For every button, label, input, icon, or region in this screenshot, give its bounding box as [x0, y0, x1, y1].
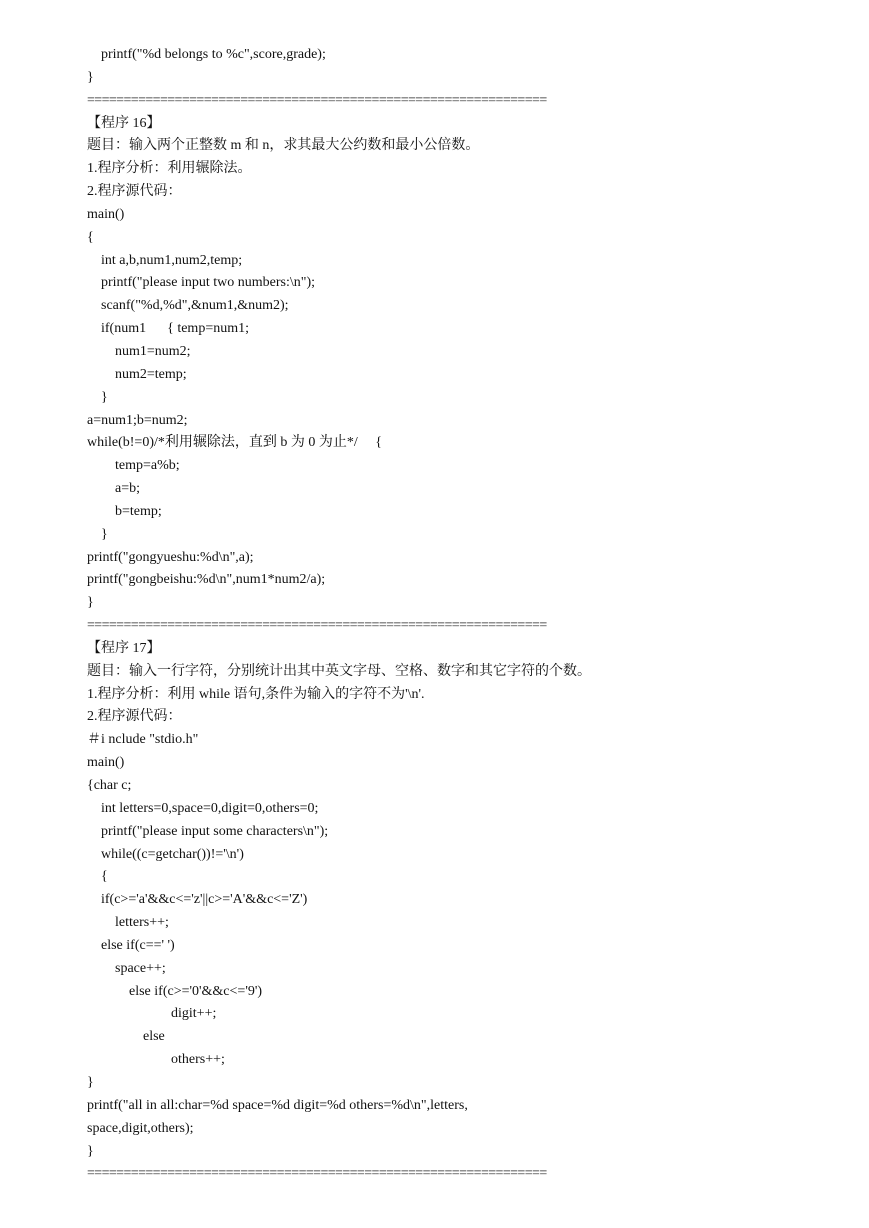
document-page [87, 44, 847, 1186]
code-line: printf("please input some characters\n"); [87, 823, 329, 839]
code-line: a=num1;b=num2; [87, 412, 188, 428]
code-line: {char c; [87, 778, 132, 793]
code-line: } [87, 526, 108, 542]
code-line: if(num1 { temp=num1; [87, 321, 249, 337]
separator-line: =============================================================== [87, 92, 547, 108]
code-line: space++; [87, 960, 166, 976]
code-line: while((c=getchar())!='\n') [87, 846, 244, 862]
code-line: if(c>='a'&&c<='z'||c>='A'&&c<='Z') [87, 892, 308, 908]
code-line: } [87, 389, 108, 405]
code-line: scanf("%d,%d",&num1,&num2); [87, 298, 289, 314]
text-line: 1.程序分析：利用 while 语句,条件为输入的字符不为'\n'. [87, 686, 425, 702]
separator-line: =============================================================== [87, 618, 547, 634]
code-line: a=b; [87, 481, 140, 497]
section-heading: 【程序 17】 [87, 640, 161, 656]
code-line: else if(c==' ') [87, 937, 175, 953]
text-line: 2.程序源代码： [87, 184, 182, 200]
code-line: printf("all in all:char=%d space=%d digit=%d others=%d\n",letters, [87, 1097, 468, 1113]
code-line: while(b!=0)/*利用辗除法，直到 b 为 0 为止*/ { [87, 435, 382, 451]
text-line: 1.程序分析：利用辗除法。 [87, 161, 252, 177]
code-line: printf("gongbeishu:%d\n",num1*num2/a); [87, 572, 326, 588]
code-line: ＃i nclude "stdio.h" [87, 732, 199, 748]
code-line: } [87, 1143, 94, 1159]
code-line: space,digit,others); [87, 1120, 194, 1136]
code-line: else if(c>='0'&&c<='9') [87, 983, 263, 999]
code-line: num2=temp; [87, 366, 187, 382]
code-line: } [87, 595, 94, 611]
code-line: num1=num2; [87, 343, 191, 359]
code-line: } [87, 1074, 94, 1090]
code-line: { [87, 229, 94, 245]
code-line: main() [87, 755, 125, 771]
code-line: } [87, 69, 94, 85]
code-line: else [87, 1029, 165, 1045]
code-line: digit++; [87, 1006, 217, 1022]
code-line: others++; [87, 1052, 225, 1068]
code-line: temp=a%b; [87, 458, 180, 474]
code-line: int letters=0,space=0,digit=0,others=0; [87, 800, 319, 816]
text-line: 2.程序源代码： [87, 709, 182, 725]
code-line: printf("please input two numbers:\n"); [87, 275, 315, 291]
section-heading: 【程序 16】 [87, 115, 161, 131]
code-line: letters++; [87, 915, 169, 931]
code-line: b=temp; [87, 503, 162, 519]
code-line: main() [87, 206, 125, 222]
separator-line: =============================================================== [87, 1166, 547, 1182]
code-line: int a,b,num1,num2,temp; [87, 252, 243, 268]
code-line: { [87, 869, 108, 885]
text-line: 题目：输入两个正整数 m 和 n，求其最大公约数和最小公倍数。 [87, 138, 480, 154]
code-line: printf("%d belongs to %c",score,grade); [87, 47, 326, 62]
text-line: 题目：输入一行字符，分别统计出其中英文字母、空格、数字和其它字符的个数。 [87, 663, 591, 679]
code-line: printf("gongyueshu:%d\n",a); [87, 549, 254, 565]
